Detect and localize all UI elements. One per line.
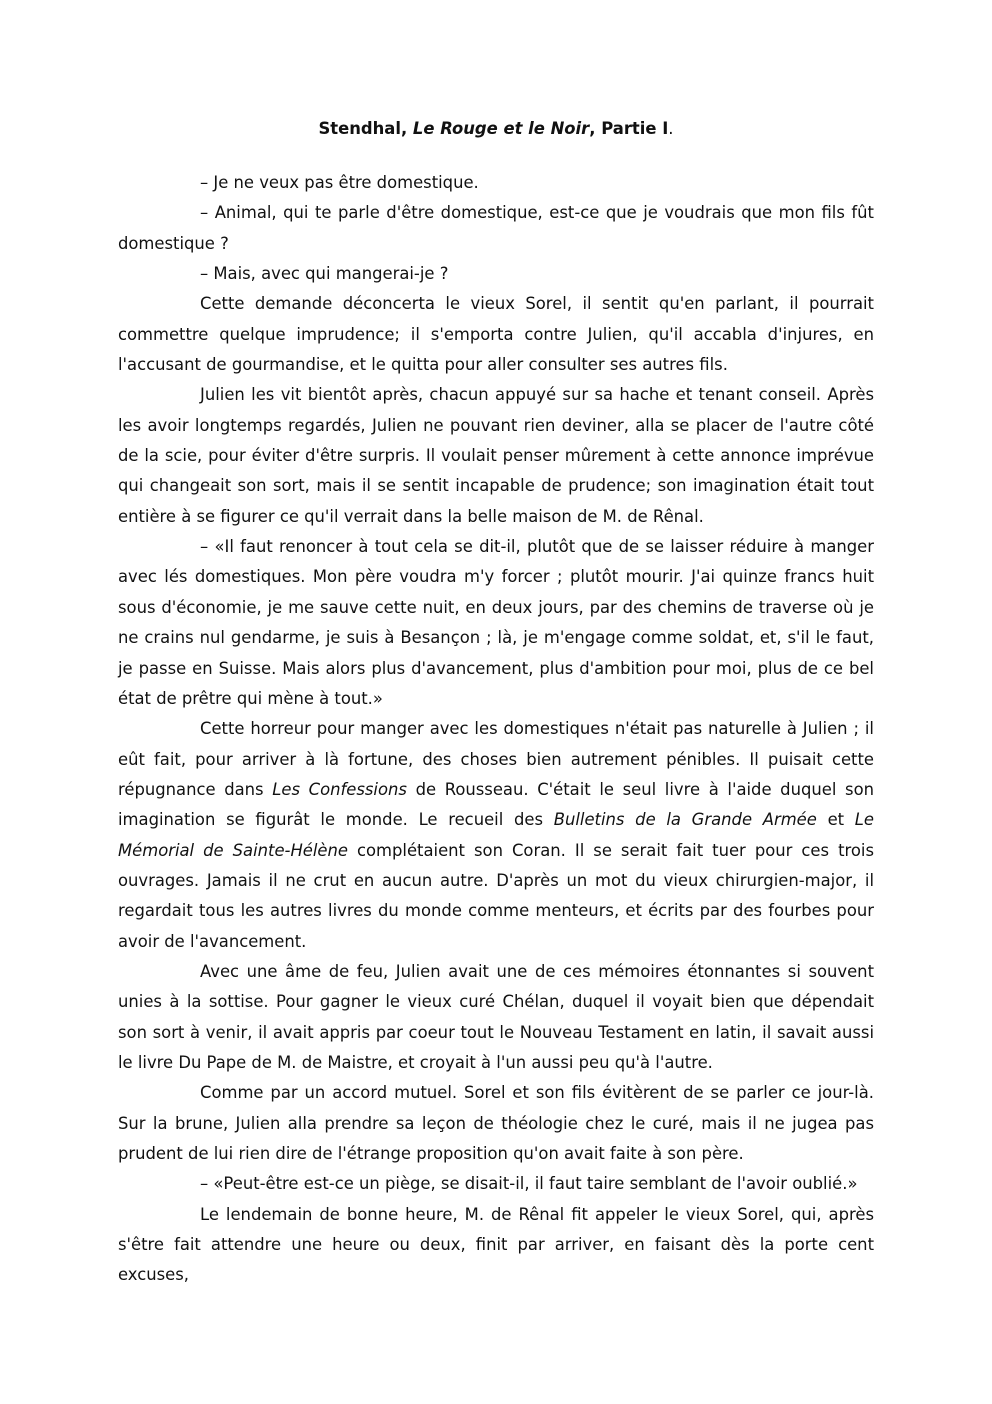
paragraph-7 [118,714,874,957]
document-page [118,116,874,1291]
paragraph-2: – Animal, qui te parle d'être domestique, est-ce que je voudrais que mon fils fût domestique ? [118,203,874,253]
title-work: Le Rouge et le Noir [412,119,590,138]
paragraph-11: Le lendemain de bonne heure, M. de Rênal fit appeler le vieux Sorel, qui, après s'être fait attendre une heure ou deux, finit par arriver, en faisant dès la porte cent excuses, [118,1204,874,1285]
paragraph-7-part-7: complétaient son Coran. Il se serait fait tuer pour ces trois ouvrages. Jamais il ne crut en aucun autre. D'après un mot du vieux chirurgien-major, il regardait tous les autres livres du monde comme menteurs, et écrits par des fourbes pour avoir de l'avancement. [118,840,874,951]
book-title-confessions: Les Confessions [272,779,407,799]
paragraph-7-part-1: Cette horreur pour manger avec les domestiques n'était pas naturelle à Julien ; il eût fait, pour arriver à là fortune, des choses bien autrement pénibles. Il puisait cette répugnance dans [118,719,874,799]
paragraph-3: – Mais, avec qui mangerai-je ? [200,264,449,284]
document-title [118,116,874,142]
paragraph-9: Comme par un accord mutuel. Sorel et son fils évitèrent de se parler ce jour-là. Sur la brune, Julien alla prendre sa leçon de théologie chez le curé, mais il ne jugea pas prudent de lui rien dire de l'étrange proposition qu'on avait faite à son père. [118,1083,874,1163]
paragraph-6: – «Il faut renoncer à tout cela se dit-il, plutôt que de se laisser réduire à manger avec lés domestiques. Mon père voudra m'y forcer ; plutôt mourir. J'ai quinze francs huit sous d'économie, je me sauve cette nuit, en deux jours, par des chemins de traverse où je ne crains nul gendarme, je suis à Besançon ; là, je m'engage comme soldat, et, s'il le faut, je passe en Suisse. Mais alors plus d'avancement, plus d'ambition pour moi, plus de ce bel état de prêtre qui mène à tout.» [118,537,874,708]
title-part: , Partie I [589,119,669,138]
paragraph-5: Julien les vit bientôt après, chacun appuyé sur sa hache et tenant conseil. Après les avoir longtemps regardés, Julien ne pouvant rien deviner, alla se placer de l'autre côté de la scie, pour éviter d'être surpris. Il voulait penser mûrement à cette annonce imprévue qui changeait son sort, mais il se sentit incapable de prudence; son imagination était tout entière à se figurer ce qu'il verrait dans la belle maison de M. de Rênal. [118,385,874,526]
title-author: Stendhal, [318,119,413,138]
paragraph-1: – Je ne veux pas être domestique. [200,173,479,192]
paragraph-7-part-3: de Rousseau. C'était le seul livre à l'aide duquel son imagination se figurât le monde. Le recueil des [118,779,874,830]
title-period: . [668,119,674,138]
book-title-memorial: Le Mémorial de Sainte-Hélène [118,810,875,860]
paragraph-10: – «Peut-être est-ce un piège, se disait-il, il faut taire semblant de l'avoir oublié.» [200,1174,858,1194]
book-title-bulletins: Bulletins de la Grande Armée [553,810,817,830]
paragraph-7-part-5: et [816,810,855,830]
paragraph-8: Avec une âme de feu, Julien avait une de ces mémoires étonnantes si souvent unies à la sottise. Pour gagner le vieux curé Chélan, duquel il voyait bien que dépendait son sort à venir, il avait appris par coeur tout le Nouveau Testament en latin, il savait aussi le livre Du Pape de M. de Maistre, et croyait à l'un aussi peu qu'à l'autre. [118,961,874,1072]
paragraph-4: Cette demande déconcerta le vieux Sorel, il sentit qu'en parlant, il pourrait commettre quelque imprudence; il s'emporta contre Julien, qu'il accabla d'injures, en l'accusant de gourmandise, et le quitta pour aller consulter ses autres fils. [118,294,874,375]
